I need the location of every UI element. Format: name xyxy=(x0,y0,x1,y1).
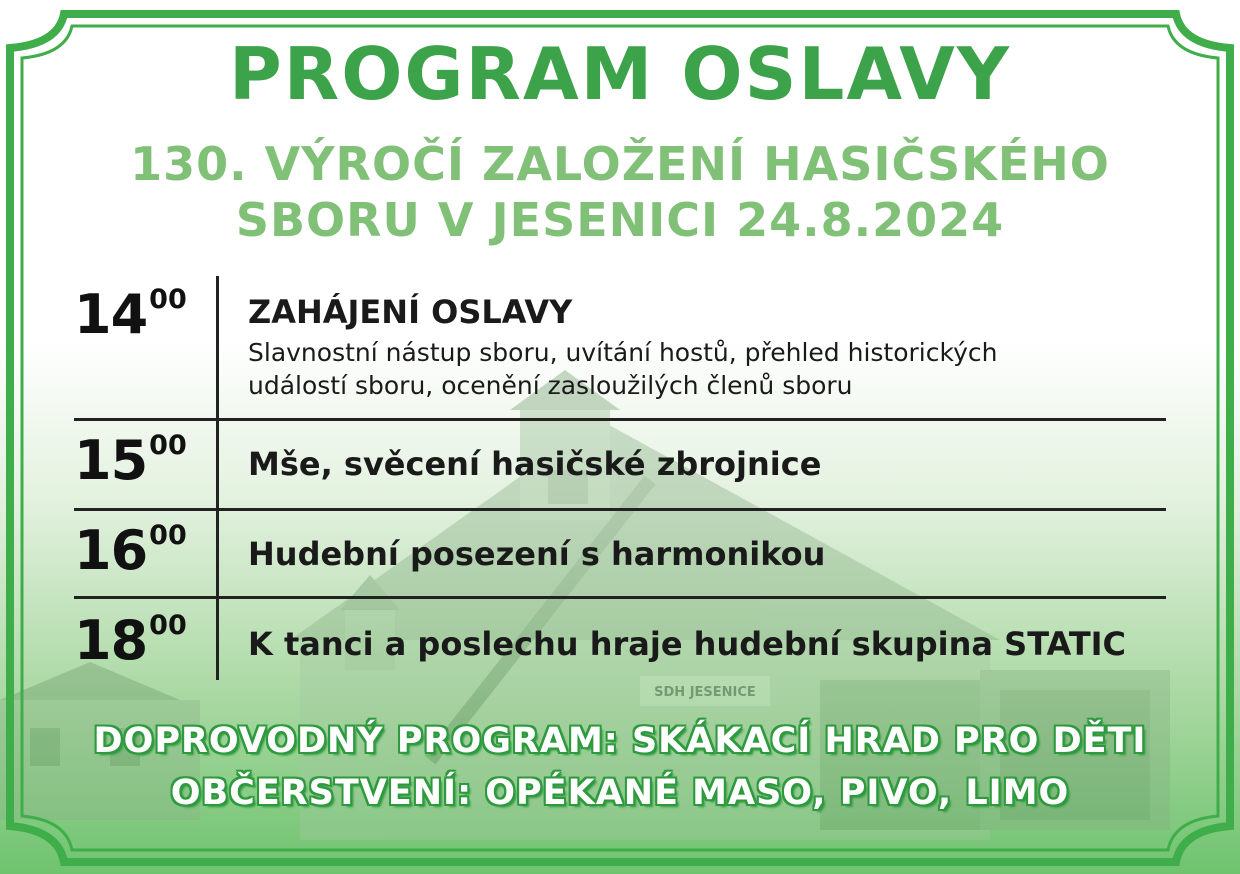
sdh-jesenice-sign: SDH JESENICE xyxy=(654,685,756,700)
schedule-row-divider xyxy=(74,418,1166,421)
poster-title: PROGRAM OSLAVY xyxy=(228,32,1012,116)
schedule-time-2: $15^{00}$ xyxy=(74,429,187,492)
schedule-title-1: ZAHÁJENÍ OSLAVY xyxy=(248,293,573,331)
schedule-title-4: K tanci a poslechu hraje hudební skupina STATIC xyxy=(248,625,1127,663)
schedule-time-3: $16^{00}$ xyxy=(74,519,187,582)
poster-subtitle xyxy=(0,136,1240,248)
schedule-title-2: Mše, svěcení hasičské zbrojnice xyxy=(248,445,822,483)
schedule-description-1: Slavnostní nástup sboru, uvítání hostů, přehled historických událostí sboru, ocenění zasloužilých členů sboru xyxy=(248,338,998,400)
footer-line-2: OBČERSTVENÍ: OPÉKANÉ MASO, PIVO, LIMO xyxy=(170,773,1070,813)
subtitle-line-2: SBORU V JESENICI 24.8.2024 xyxy=(235,193,1005,247)
schedule-row-divider xyxy=(74,508,1166,511)
footer-line-1: DOPROVODNÝ PROGRAM: SKÁKACÍ HRAD PRO DĚTI xyxy=(93,721,1147,761)
schedule-vertical-divider xyxy=(216,276,219,680)
schedule-time-4: $18^{00}$ xyxy=(74,609,187,672)
schedule-row-divider xyxy=(74,596,1166,599)
schedule-title-3: Hudební posezení s harmonikou xyxy=(248,535,826,573)
subtitle-line-1: 130. VÝROČÍ ZALOŽENÍ HASIČSKÉHO xyxy=(130,137,1110,191)
schedule-time-1: $14^{00}$ xyxy=(74,283,187,346)
